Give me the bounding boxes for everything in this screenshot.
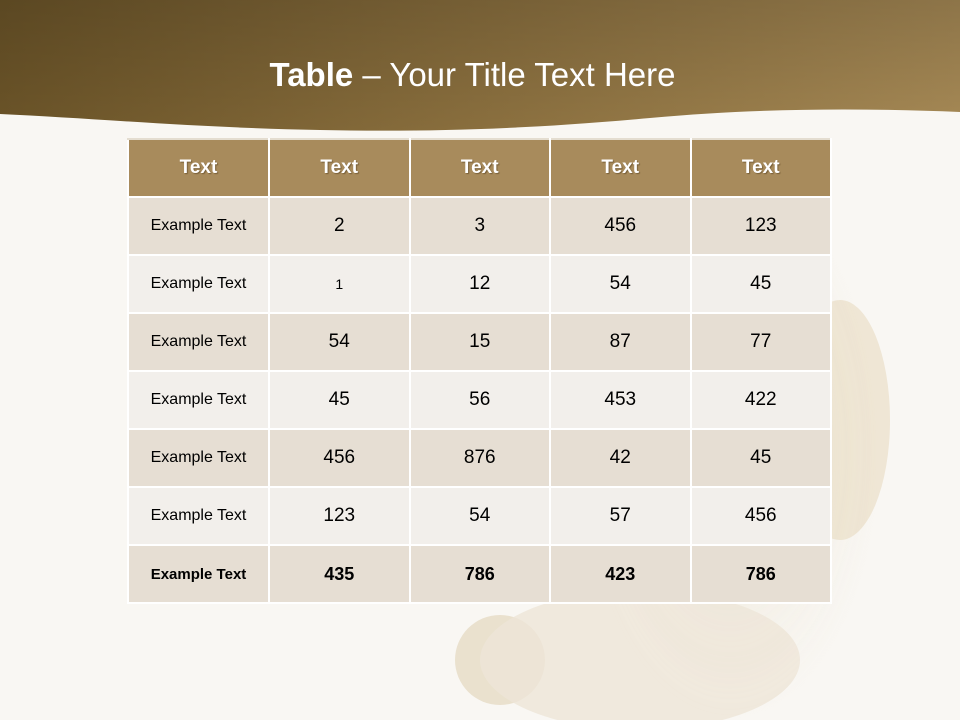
row-label: Example Text — [128, 313, 269, 371]
table-cell: 786 — [691, 545, 832, 603]
table-row — [128, 371, 831, 429]
table-cell: 45 — [269, 371, 410, 429]
table-cell: 54 — [269, 313, 410, 371]
table-cell: 3 — [410, 197, 551, 255]
row-label: Example Text — [128, 255, 269, 313]
slide-title-bold: Table — [269, 56, 354, 93]
table-header-cell: Text — [269, 139, 410, 197]
table-cell: 57 — [550, 487, 691, 545]
table-cell: 786 — [410, 545, 551, 603]
table-header-cell: Text — [691, 139, 832, 197]
table-cell: 123 — [269, 487, 410, 545]
table-cell: 1 — [269, 255, 410, 313]
table-cell: 45 — [691, 255, 832, 313]
table-row — [128, 197, 831, 255]
table-cell: 453 — [550, 371, 691, 429]
table-row — [128, 487, 831, 545]
table-cell: 42 — [550, 429, 691, 487]
table-cell: 54 — [550, 255, 691, 313]
table-row — [128, 255, 831, 313]
slide-title-rest: – Your Title Text Here — [353, 56, 676, 93]
data-table — [127, 138, 832, 604]
table-cell: 423 — [550, 545, 691, 603]
table-header-cell: Text — [550, 139, 691, 197]
table-cell: 456 — [269, 429, 410, 487]
slide-title — [0, 52, 945, 98]
table-cell: 876 — [410, 429, 551, 487]
table-cell: 87 — [550, 313, 691, 371]
row-label: Example Text — [128, 545, 269, 603]
row-label: Example Text — [128, 197, 269, 255]
row-label: Example Text — [128, 429, 269, 487]
table-cell: 77 — [691, 313, 832, 371]
table-cell: 54 — [410, 487, 551, 545]
table-cell: 456 — [550, 197, 691, 255]
table-cell: 456 — [691, 487, 832, 545]
data-table-container — [127, 138, 832, 604]
table-cell: 123 — [691, 197, 832, 255]
table-total-row — [128, 545, 831, 603]
table-cell: 45 — [691, 429, 832, 487]
table-header-cell: Text — [410, 139, 551, 197]
table-cell: 2 — [269, 197, 410, 255]
table-row — [128, 313, 831, 371]
table-header-row — [128, 139, 831, 197]
table-header-cell: Text — [128, 139, 269, 197]
table-row — [128, 429, 831, 487]
table-cell: 422 — [691, 371, 832, 429]
table-cell: 435 — [269, 545, 410, 603]
table-cell: 15 — [410, 313, 551, 371]
table-cell: 12 — [410, 255, 551, 313]
row-label: Example Text — [128, 371, 269, 429]
table-cell: 56 — [410, 371, 551, 429]
row-label: Example Text — [128, 487, 269, 545]
